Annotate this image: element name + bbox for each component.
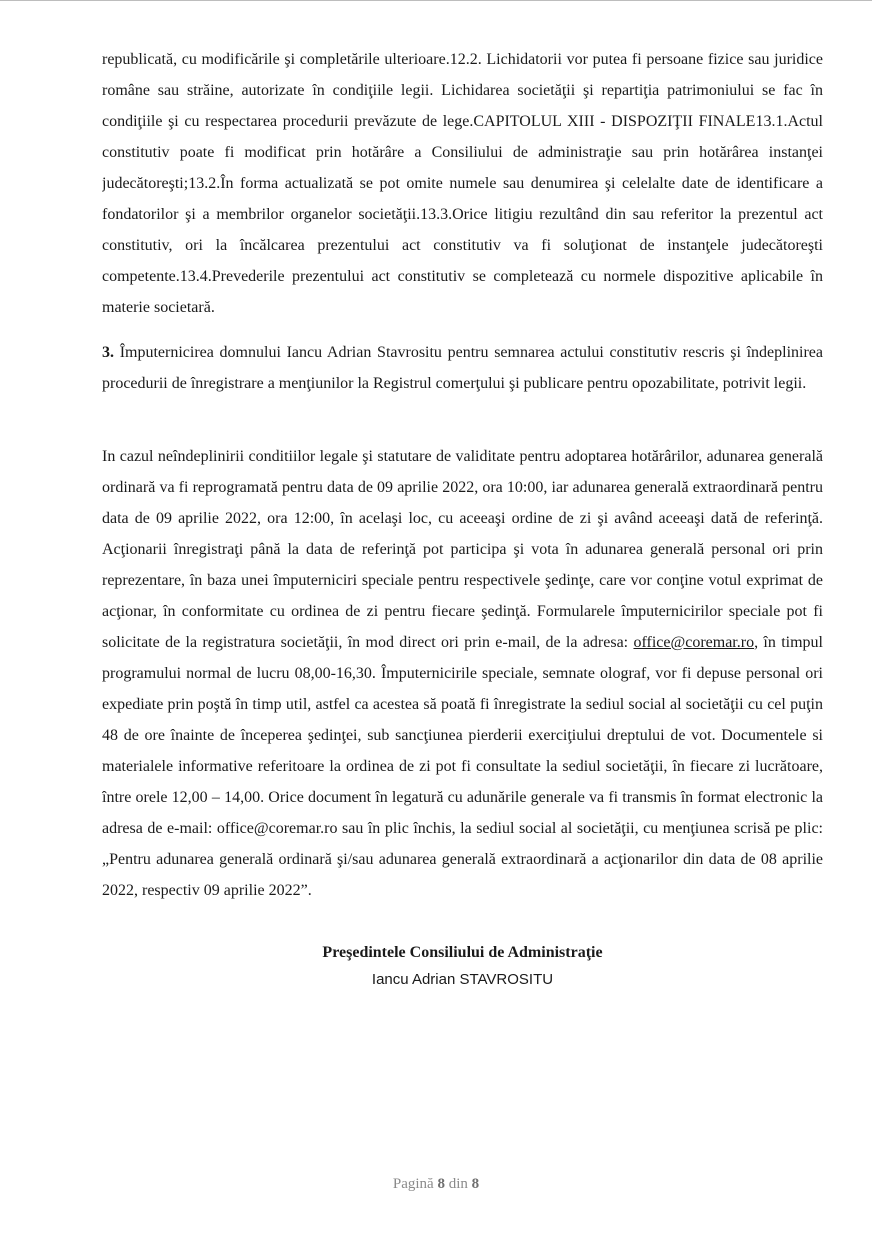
item-number: 3.: [102, 344, 114, 361]
footer-middle: din: [444, 1176, 472, 1192]
footer-prefix: Pagină: [392, 1176, 438, 1192]
paragraph-articles: republicată, cu modificările şi completările ulterioare.12.2. Lichidatorii vor putea fi persoane fizice sau juridice române sau străine, autorizate în condiţiile legii. Lichidarea societăţii şi repartiţia patrimoniului se fac în condiţiile şi cu respectarea procedurii prevăzute de lege.CAPITOLUL XIII - DISPOZIŢII FINALE13.1.Actul constitutiv poate fi modificat prin hotărâre a Consiliului de administraţie sau prin hotărârea instanţei judecătoreşti;13.2.În forma actualizată se pot omite numele sau denumirea şi celelalte date de identificare a fondatorilor şi a membrilor organelor societăţii.13.3.Orice litigiu rezultând din sau referitor la prezentul act constitutiv, ori la încălcarea prezentului act constitutiv va fi soluţionat de instanţele judecătoreşti competente.13.4.Prevederile prezentului act constitutiv se completează cu normele dispozitive aplicabile în materie societară.: [102, 51, 823, 316]
signature-block: [102, 939, 823, 993]
email-link[interactable]: office@coremar.ro: [633, 634, 755, 651]
paragraph-item-3: [102, 337, 823, 430]
page-number: 8: [437, 1176, 445, 1192]
document-body: [102, 44, 823, 993]
paragraph-reconvening: [102, 441, 823, 937]
signature-name: Iancu Adrian STAVROSITU: [371, 971, 554, 988]
signature-title: Preşedintele Consiliului de Administraţie: [322, 944, 603, 961]
reconvening-text-part2: , în timpul programului normal de lucru 08,00-16,30. Împuternicirile speciale, semnate olograf, vor fi depuse personal ori expediate prin poştă în timp util, astfel ca acestea să poată fi înregistrate la sediul social al societăţii cu cel puţin 48 de ore înainte de începerea şedinţei, sub sancţiunea pierderii exerciţiului dreptului de vot. Documentele si materialele informative referitoare la ordinea de zi pot fi consultate la sediul societăţii, în fiecare zi lucrătoare, între orele 12,00 – 14,00. Orice document în legatură cu adunările generale va fi transmis în format electronic la adresa de e-mail: office@coremar.ro sau în plic închis, la sediul social al societăţii, cu menţiunea scrisă pe plic: „Pentru adunarea generală ordinară şi/sau adunarea generală extraordinară a acţionarilor din data de 08 aprilie 2022, respectiv 09 aprilie 2022”.: [102, 634, 823, 899]
top-border: [0, 0, 872, 1]
page-footer: [0, 1176, 872, 1193]
page-total: 8: [471, 1176, 480, 1192]
reconvening-text-part1: In cazul neîndeplinirii conditiilor legale şi statutare de validitate pentru adoptarea hotărârilor, adunarea generală ordinară va fi reprogramată pentru data de 09 aprilie 2022, ora 10:00, iar adunarea generală extraordinară pentru data de 09 aprilie 2022, ora 12:00, în acelaşi loc, cu aceeaşi ordine de zi şi având aceeaşi dată de referinţă. Acţionarii înregistraţi până la data de referinţă pot participa şi vota în adunarea generală personal ori prin reprezentare, în baza unei împuterniciri speciale pentru respectivele şedinţe, care vor conţine votul exprimat de acţionar, în conformitate cu ordinea de zi pentru fiecare şedinţă. Formularele împuternicirilor speciale pot fi solicitate de la registratura societăţii, în mod direct ori prin e-mail, de la adresa:: [102, 448, 823, 651]
item-3-text: Împuternicirea domnului Iancu Adrian Stavrositu pentru semnarea actului constitutiv rescris şi îndeplinirea procedurii de înregistrare a menţiunilor la Registrul comerţului şi publicare pentru opozabilitate, potrivit legii.: [102, 344, 823, 392]
